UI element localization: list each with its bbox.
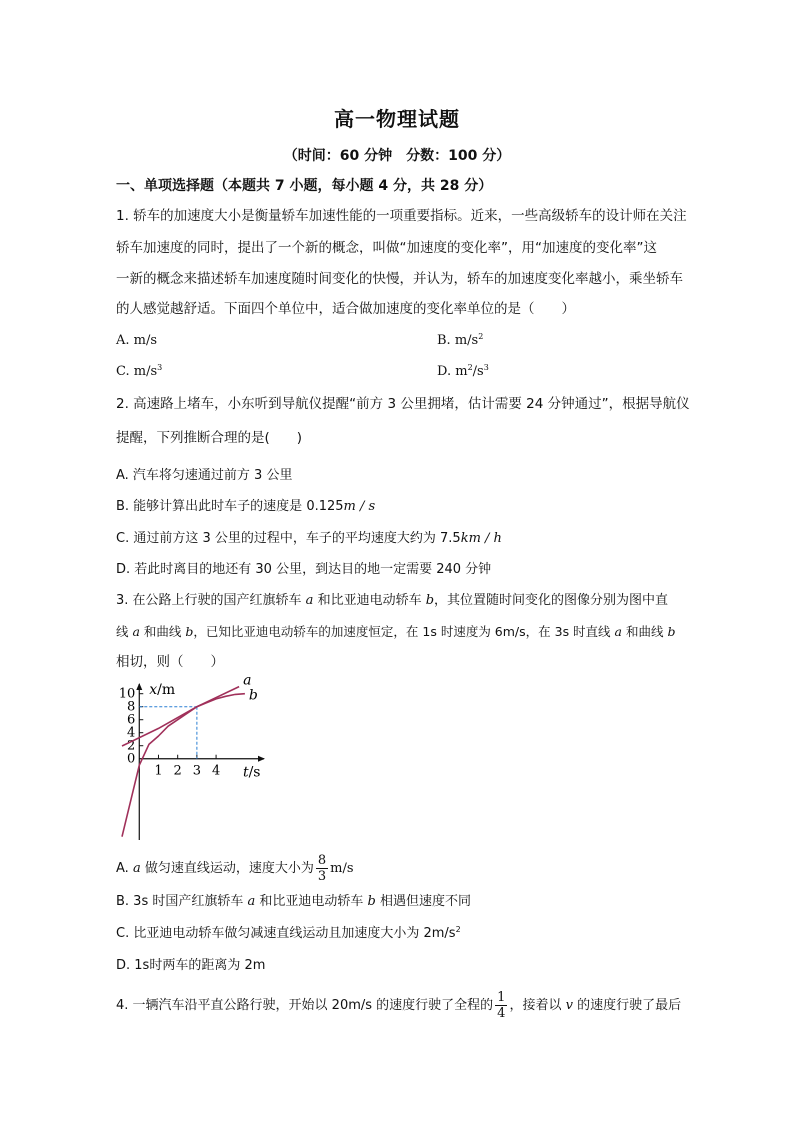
q2-option-c[interactable]: C. 通过前方这 3 公里的过程中，车子的平均速度大约为 7.5km / h [116,531,502,546]
q2-line-1: 2. 高速路上堵车，小东听到导航仪提醒“前方 3 公里拥堵，估计需要 24 分钟通过”，根据导航仪 [116,396,690,412]
series-label-a: a [243,676,252,689]
x-tick-label: 2 [173,763,182,779]
q1-option-a[interactable]: A. m/s [116,333,158,348]
q3-option-c[interactable]: C. 比亚迪电动轿车做匀减速直线运动且加速度大小为 $2m/s^2$ [116,925,461,941]
q3-option-d[interactable]: D. 1s时两车的距离为 2m [116,958,266,973]
x-tick-label: 1 [154,763,163,779]
y-tick-label: 0 [126,751,136,767]
y-tick-label: 4 [126,725,136,741]
q3-line-1: 3. 在公路上行驶的国产红旗轿车 a 和比亚迪电动轿车 b，其位置随时间变化的图像分别为图中直 [116,593,669,608]
q4-line-1: 4. 一辆汽车沿平直公路行驶，开始以 20m/s 的速度行驶了全程的 $\frac{1}{4}$ ，接着以 v 的速度行驶了最后 [116,990,682,1021]
q2-line-2: 提醒，下列推断合理的是( ) [116,430,303,446]
x-tick-label: 4 [211,763,221,779]
q3-line-2: 线 a 和曲线 b，已知比亚迪电动轿车的加速度恒定，在 1s 时速度为 6m/s，在 3s 时直线 a 和曲线 b [116,624,676,639]
x-axis-label: t/s [242,764,261,781]
q3-option-a[interactable]: A. a 做匀速直线运动，速度大小为 $\frac{8}{3}$ m/s [116,853,354,884]
q1-option-c[interactable]: C. $m/s^3$ [116,363,163,379]
y-tick-label: 2 [126,738,136,754]
q2-option-b[interactable]: B. 能够计算出此时车子的速度是 0.125m / s [116,499,376,514]
y-tick-label: 10 [118,686,136,702]
y-axis-arrow [136,683,142,690]
q1-option-d[interactable]: D. $m^2/s^3$ [437,363,489,379]
q1-option-b[interactable]: B. $m/s^2$ [437,332,484,348]
x-axis-arrow [258,756,265,762]
q3-line-3: 相切，则（ ） [116,654,224,670]
q2-option-a[interactable]: A. 汽车将匀速通过前方 3 公里 [116,468,293,483]
section-heading: 一、单项选择题（本题共 7 小题，每小题 4 分，共 28 分） [116,178,493,194]
series-line-b [122,694,245,837]
position-time-graph [112,676,272,846]
q2-option-d[interactable]: D. 若此时离目的地还有 30 公里，到达目的地一定需要 240 分钟 [116,562,492,577]
exam-subtitle: （时间：60 分钟 分数：100 分） [283,148,511,164]
page-title: 高一物理试题 [334,107,460,131]
series-label-b: b [248,687,258,704]
x-tick-label: 3 [192,763,202,779]
q1-line-3: 一新的概念来描述轿车加速度随时间变化的快慢，并认为，轿车的加速度变化率越小，乘坐轿车 [116,271,683,287]
q1-line-4: 的人感觉越舒适。下面四个单位中，适合做加速度的变化率单位的是（ ） [116,301,575,317]
q3-option-b[interactable]: B. 3s 时国产红旗轿车 a 和比亚迪电动轿车 b 相遇但速度不同 [116,894,471,909]
y-tick-label: 6 [126,712,136,728]
y-tick-label: 8 [126,699,136,715]
q1-line-2: 轿车加速度的同时，提出了一个新的概念，叫做“加速度的变化率”，用“加速度的变化率”这 [116,240,657,256]
fraction-eight-thirds: $\frac{8}{3}$ [317,853,327,884]
y-axis-label: x/m [149,682,176,698]
fraction-one-quarter: $\frac{1}{4}$ [497,990,506,1021]
q1-line-1: 1. 轿车的加速度大小是衡量轿车加速性能的一项重要指标。近来，一些高级轿车的设计师在关注 [116,208,687,224]
